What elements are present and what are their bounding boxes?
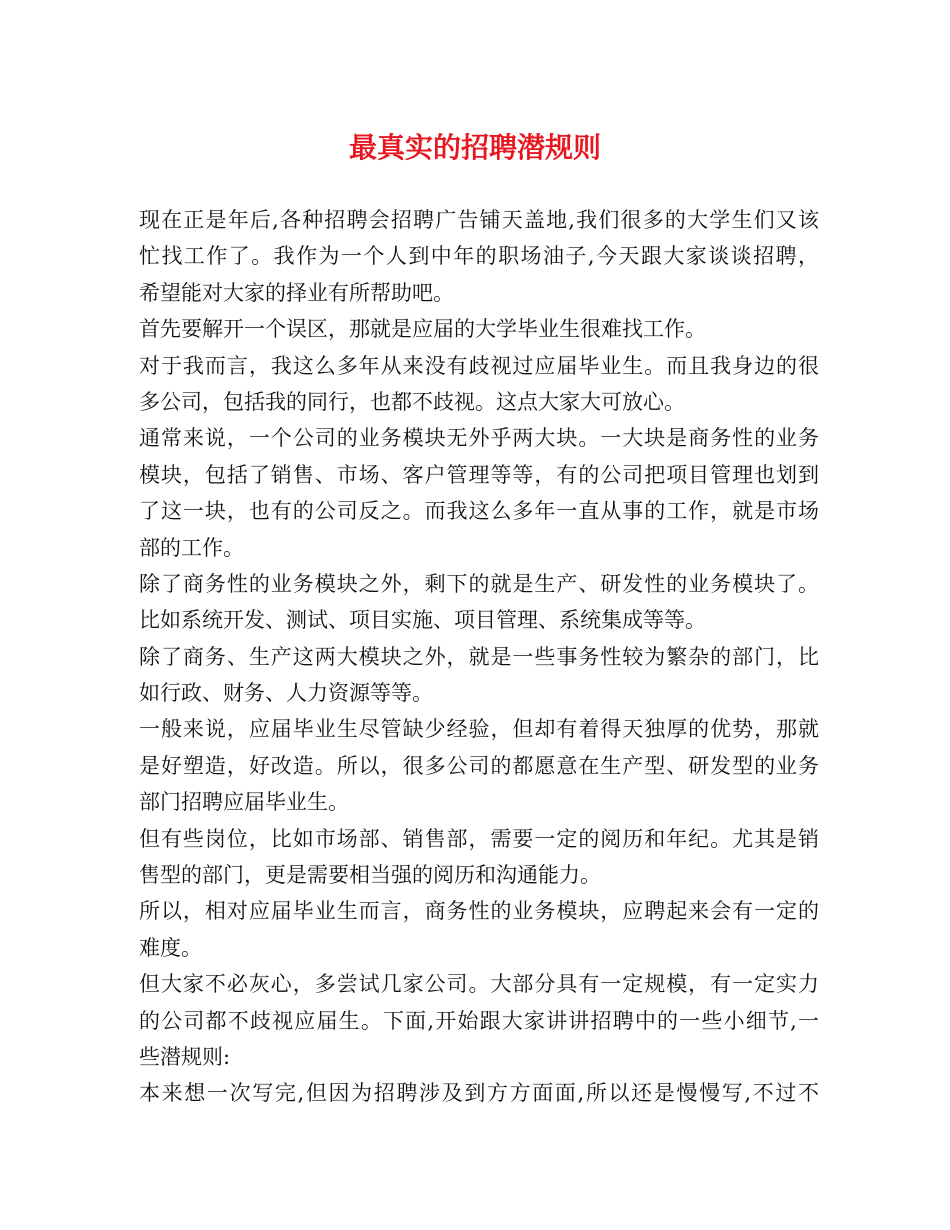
- text-line: 模块，包括了销售、市场、客户管理等等，有的公司把项目管理也划到: [139, 462, 819, 487]
- text-line: 售型的部门，更是需要相当强的阅历和沟通能力。: [139, 863, 601, 888]
- document-body: [139, 202, 819, 1112]
- text-line: 的公司都不歧视应届生。下面,开始跟大家讲讲招聘中的一些小细节,一: [139, 1008, 819, 1033]
- text-line: 是好塑造，好改造。所以，很多公司的都愿意在生产型、研发型的业务: [139, 753, 819, 778]
- text-line: 但有些岗位，比如市场部、销售部，需要一定的阅历和年纪。尤其是销: [139, 826, 819, 851]
- text-line: 首先要解开一个误区，那就是应届的大学毕业生很难找工作。: [139, 317, 706, 342]
- text-line: 如行政、财务、人力资源等等。: [139, 681, 433, 706]
- text-line: 对于我而言，我这么多年从来没有歧视过应届毕业生。而且我身边的很: [139, 353, 819, 378]
- text-line: 些潜规则:: [139, 1044, 231, 1069]
- text-line: 比如系统开发、测试、项目实施、项目管理、系统集成等等。: [139, 608, 706, 633]
- text-line: 希望能对大家的择业有所帮助吧。: [139, 280, 454, 305]
- text-line: 了这一块，也有的公司反之。而我这么多年一直从事的工作，就是市场: [139, 499, 819, 524]
- document-title: 最真实的招聘潜规则: [348, 131, 601, 164]
- text-line: 本来想一次写完,但因为招聘涉及到方方面面,所以还是慢慢写,不过不: [139, 1081, 819, 1106]
- text-line: 但大家不必灰心，多尝试几家公司。大部分具有一定规模，有一定实力: [139, 972, 819, 997]
- text-line: 一般来说，应届毕业生尽管缺少经验，但却有着得天独厚的优势，那就: [139, 717, 819, 742]
- text-line: 除了商务、生产这两大模块之外，就是一些事务性较为繁杂的部门，比: [139, 644, 819, 669]
- text-line: 难度。: [139, 935, 202, 960]
- text-line: 部门招聘应届毕业生。: [139, 790, 349, 815]
- text-line: 多公司，包括我的同行，也都不歧视。这点大家大可放心。: [139, 389, 685, 414]
- text-line: 部的工作。: [139, 535, 244, 560]
- text-line: 忙找工作了。我作为一个人到中年的职场油子,今天跟大家谈谈招聘，: [139, 244, 819, 269]
- text-line: 现在正是年后,各种招聘会招聘广告铺天盖地,我们很多的大学生们又该: [139, 208, 819, 232]
- text-line: 除了商务性的业务模块之外，剩下的就是生产、研发性的业务模块了。: [139, 571, 819, 596]
- text-line: 通常来说，一个公司的业务模块无外乎两大块。一大块是商务性的业务: [139, 426, 819, 451]
- text-line: 所以，相对应届毕业生而言，商务性的业务模块，应聘起来会有一定的: [139, 899, 819, 924]
